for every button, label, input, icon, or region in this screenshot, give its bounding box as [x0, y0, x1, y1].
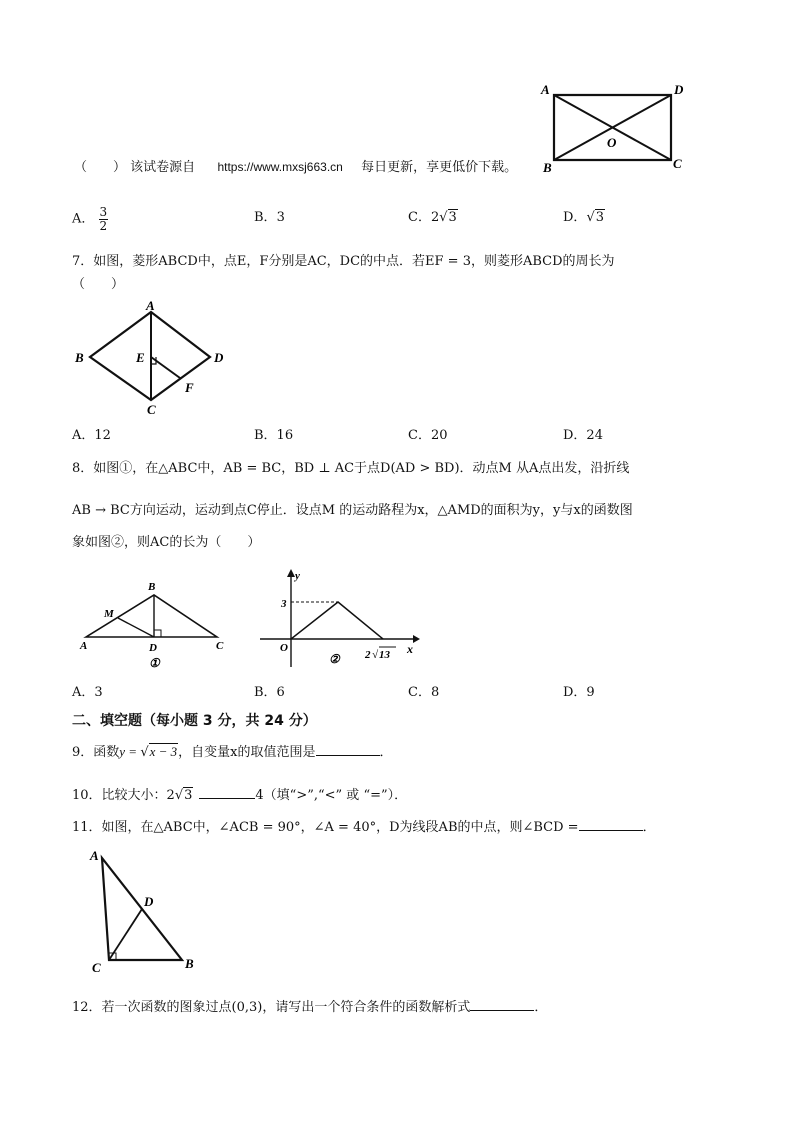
- q11-triangle-figure: [86, 846, 206, 976]
- q8-option-c[interactable]: C．8: [408, 685, 440, 700]
- q12-text: 12．若一次函数的图象过点(0,3)，请写出一个符合条件的函数解析式: [72, 1000, 471, 1015]
- sqrt-symbol: √: [439, 210, 448, 225]
- q8-option-b[interactable]: B．6: [254, 685, 285, 700]
- q6-option-a-denominator: 2: [99, 218, 108, 233]
- q7-option-d[interactable]: D．24: [563, 428, 603, 443]
- q10-coef: 2: [166, 788, 175, 803]
- q6-option-a-fraction: [99, 206, 109, 232]
- q10-suffix: 4（填“>”,“<” 或 “=”）．: [255, 788, 408, 803]
- q11-label-C: C: [92, 960, 101, 975]
- q8-fig2-xtick-sqrt: √: [372, 649, 379, 661]
- q7-label-D: D: [214, 350, 224, 365]
- q6-label-C: C: [673, 156, 682, 171]
- q9-suffix: ，自变量x的取值范围是: [178, 745, 316, 760]
- q6-option-d-radicand: 3: [595, 210, 605, 225]
- q6-option-c-coef: 2: [430, 210, 440, 225]
- q7-option-b[interactable]: B．16: [254, 428, 294, 443]
- sqrt-symbol: √: [174, 788, 184, 803]
- q6-option-a[interactable]: [72, 206, 108, 232]
- q6-option-b-value: 3: [276, 210, 285, 225]
- q9-prefix: 9．函数: [72, 745, 120, 760]
- q6-option-a-letter: A．: [72, 211, 95, 227]
- q6-rectangle-figure: [538, 80, 690, 176]
- q10-stem: [72, 786, 407, 804]
- q6-label-O: O: [607, 135, 617, 150]
- q11-label-D: D: [144, 894, 154, 909]
- q9-stem: [72, 743, 393, 761]
- q10-answer-blank[interactable]: [199, 786, 255, 799]
- q8-option-d[interactable]: D．9: [563, 685, 595, 700]
- q6-option-c-radicand: 3: [448, 210, 457, 225]
- q8-function-graph: [255, 565, 425, 675]
- q7-option-c[interactable]: C．20: [408, 428, 448, 443]
- q8-fig2-xtick-radicand: 13: [379, 649, 390, 661]
- q6-label-D: D: [674, 82, 684, 97]
- q8-fig1-label-M: M: [104, 608, 114, 620]
- q8-triangle-figure: [72, 575, 232, 680]
- q12-stem: [72, 998, 547, 1016]
- q8-fig1-label-B: B: [148, 581, 156, 593]
- q8-fig2-label-3: 3: [281, 598, 287, 610]
- q6-source-prefix: 该试卷源自: [130, 160, 196, 175]
- q8-option-a[interactable]: A．3: [72, 685, 103, 700]
- q7-stem-line2: （ ）: [72, 277, 125, 292]
- q10-prefix: 10．比较大小：: [72, 788, 167, 803]
- q6-option-d-letter: D．: [563, 210, 587, 225]
- q6-option-d[interactable]: [563, 210, 605, 226]
- q6-stem: [74, 160, 517, 176]
- q8-fig2-xtick-coef: 2: [365, 649, 371, 661]
- q10-radicand: 3: [184, 788, 193, 803]
- q7-stem-line1: 7．如图，菱形ABCD中，点E，F分别是AC，DC的中点．若EF = 3，则菱形ABCD的周长为: [72, 254, 615, 269]
- q8-stem-line1: 8．如图①，在△ABC中，AB = BC，BD ⊥ AC于点D(AD > BD)．动点M 从A点出发，沿折线: [72, 461, 630, 476]
- sqrt-symbol: √: [586, 210, 595, 225]
- q8-stem-line3: 象如图②，则AC的长为（ ）: [72, 535, 261, 550]
- q7-label-F: F: [185, 380, 194, 395]
- q8-fig1-label-A: A: [80, 640, 88, 652]
- q11-end: ．: [642, 820, 656, 835]
- q9-radicand: x − 3: [149, 744, 178, 759]
- q8-fig2-label-x: x: [407, 642, 413, 656]
- sqrt-symbol: √: [140, 745, 149, 760]
- section-2-title: 二、填空题（每小题 3 分，共 24 分）: [72, 713, 317, 729]
- q6-option-a-numerator: 3: [99, 205, 108, 219]
- q11-text: 11．如图，在△ABC中，∠ACB = 90°，∠A = 40°，D为线段AB的中点，则∠BCD =: [72, 820, 579, 835]
- q8-fig2-label-y: y: [295, 570, 300, 582]
- q12-end: ．: [534, 1000, 548, 1015]
- q6-option-c[interactable]: [408, 210, 458, 226]
- q6-source-suffix: 每日更新，享更低价下载。: [361, 160, 518, 175]
- q7-label-A: A: [146, 300, 155, 313]
- q8-stem-line2: AB → BC方向运动，运动到点C停止．设点M 的运动路程为x，△AMD的面积为y，y与x的函数图: [72, 503, 633, 518]
- q11-stem: [72, 818, 656, 836]
- q7-option-a[interactable]: A．12: [72, 428, 111, 443]
- q6-source-url[interactable]: https://www.mxsj663.cn: [217, 160, 343, 174]
- q6-label-A: A: [541, 82, 550, 97]
- q6-option-c-letter: C．: [408, 210, 431, 225]
- q8-fig2-caption: ②: [329, 652, 340, 666]
- q11-label-A: A: [90, 848, 99, 863]
- q7-rhombus-figure: [72, 300, 232, 420]
- q8-fig2-label-O: O: [280, 642, 288, 654]
- q9-answer-blank[interactable]: [316, 743, 380, 756]
- q8-fig1-label-D: D: [149, 642, 157, 654]
- q8-fig1-label-C: C: [216, 640, 224, 652]
- q11-label-B: B: [185, 956, 194, 971]
- q6-option-b[interactable]: [254, 210, 285, 226]
- q11-answer-blank[interactable]: [579, 818, 643, 831]
- q7-label-C: C: [147, 402, 156, 417]
- q12-answer-blank[interactable]: [470, 998, 534, 1011]
- q9-equation: y =: [119, 744, 141, 759]
- q6-paren: （ ）: [74, 160, 127, 175]
- q7-label-B: B: [75, 350, 84, 365]
- q7-label-E: E: [136, 350, 145, 365]
- q6-option-b-letter: B．: [254, 210, 277, 225]
- q8-fig1-caption: ①: [149, 656, 160, 670]
- q9-end: ．: [379, 745, 393, 760]
- q6-label-B: B: [543, 160, 552, 175]
